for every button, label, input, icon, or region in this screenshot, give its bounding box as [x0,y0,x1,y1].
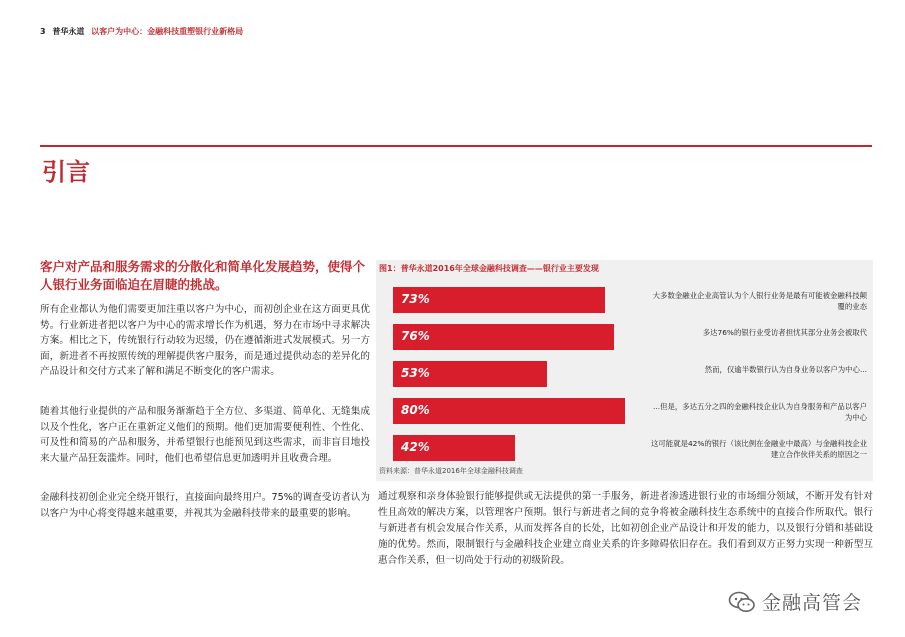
body-paragraph-2: 随着其他行业提供的产品和服务渐渐趋于全方位、多渠道、简单化、无缝集成以及个性化，客户正在重新定义他们的预期。他们更加需要便利性、个性化、可及性和简易的产品和服务，并希望银行也能预见到这些需求，而非盲目地投来大量产品狂轰滥炸。同时，他们也希望信息更加透明并且收费合理。 [40,406,370,464]
bar-row [393,287,867,313]
bar-value-label: 76% [401,329,430,343]
bar-value-label: 53% [401,366,430,380]
watermark-text: 金融高管会 [762,592,863,614]
figure-panel [376,260,873,481]
body-paragraph-1: 所有企业都认为他们需要更加注重以客户为中心，而初创企业在这方面更具优势。行业新进者把以客户为中心的需求增长作为机遇，努力在市场中寻求解决方案。相比之下，传统银行行动较为迟缓，仍在遵循渐进式发展模式。另一方面，新进者不再按照传统的理解提供客户服务，而是通过提供动态的差异化的产品设计和交付方式来了解和满足不断变化的客户需求。 [40,304,370,377]
header-subtitle: 以客户为中心：金融科技重塑银行业新格局 [91,27,244,36]
bar-description: ...但是，多达五分之四的金融科技企业认为自身服务和产品以客户为中心 [653,402,867,422]
bar-row [393,435,867,461]
bar-value-label: 42% [401,440,430,454]
page-number: 3 [40,27,46,36]
bar-description: 多达76%的银行业受访者担忧其部分业务会被取代 [702,328,867,337]
section-title: 引言 [42,157,90,186]
bar-value-label: 73% [401,292,430,306]
figure-title: 图1：普华永道2016年全球金融科技调查——银行业主要发现 [379,264,599,273]
bar [393,287,605,313]
running-header [40,26,243,37]
body-paragraph-3: 金融科技初创企业完全绕开银行，直接面向最终用户。75%的调查受访者认为以客户为中心将变得越来越重要，并视其为金融科技带来的最重要的影响。 [40,492,370,519]
watermark [728,588,862,615]
figure-source: 资料来源：普华永道2016年全球金融科技调查 [379,467,523,475]
bar-value-label: 80% [401,403,430,417]
bar [393,361,547,387]
wechat-icon [728,591,756,613]
bar-row [393,398,867,424]
bar-chart [376,260,873,481]
bar-description: 大多数金融业企业高管认为个人银行业务是最有可能被金融科技颠覆的业态 [652,291,867,311]
bar [393,435,515,461]
bar [393,398,625,424]
bar-row [393,361,867,387]
bar-row [393,324,867,350]
section-rule [40,145,872,147]
bar-description: 这可能就是42%的银行（该比例在金融业中最高）与金融科技企业建立合作伙伴关系的原因之一 [651,439,867,459]
bar [393,324,614,350]
header-brand: 普华永道 [52,27,85,36]
right-paragraph: 通过观察和亲身体验银行能够提供或无法提供的第一手服务，新进者渗透进银行业的市场细分领域，不断开发有针对性且高效的解决方案，以管理客户预期。银行与新进者之间的竞争将被金融科技生态系统中的直接合作所取代。银行与新进者有机会发展合作关系，从而发挥各自的长处，比如初创企业产品设计和开发的能力，以及银行分销和基础设施的优势。然而，限制银行与金融科技企业建立商业关系的许多障碍依旧存在。我们看到双方正努力实现一种新型互惠合作关系，但一切尚处于行动的初级阶段。 [378,491,873,566]
lead-paragraph: 客户对产品和服务需求的分散化和简单化发展趋势，使得个人银行业务面临迫在眉睫的挑战。 [40,259,366,292]
bar-description: 然而，仅逾半数银行认为自身业务以客户为中心... [704,365,867,374]
